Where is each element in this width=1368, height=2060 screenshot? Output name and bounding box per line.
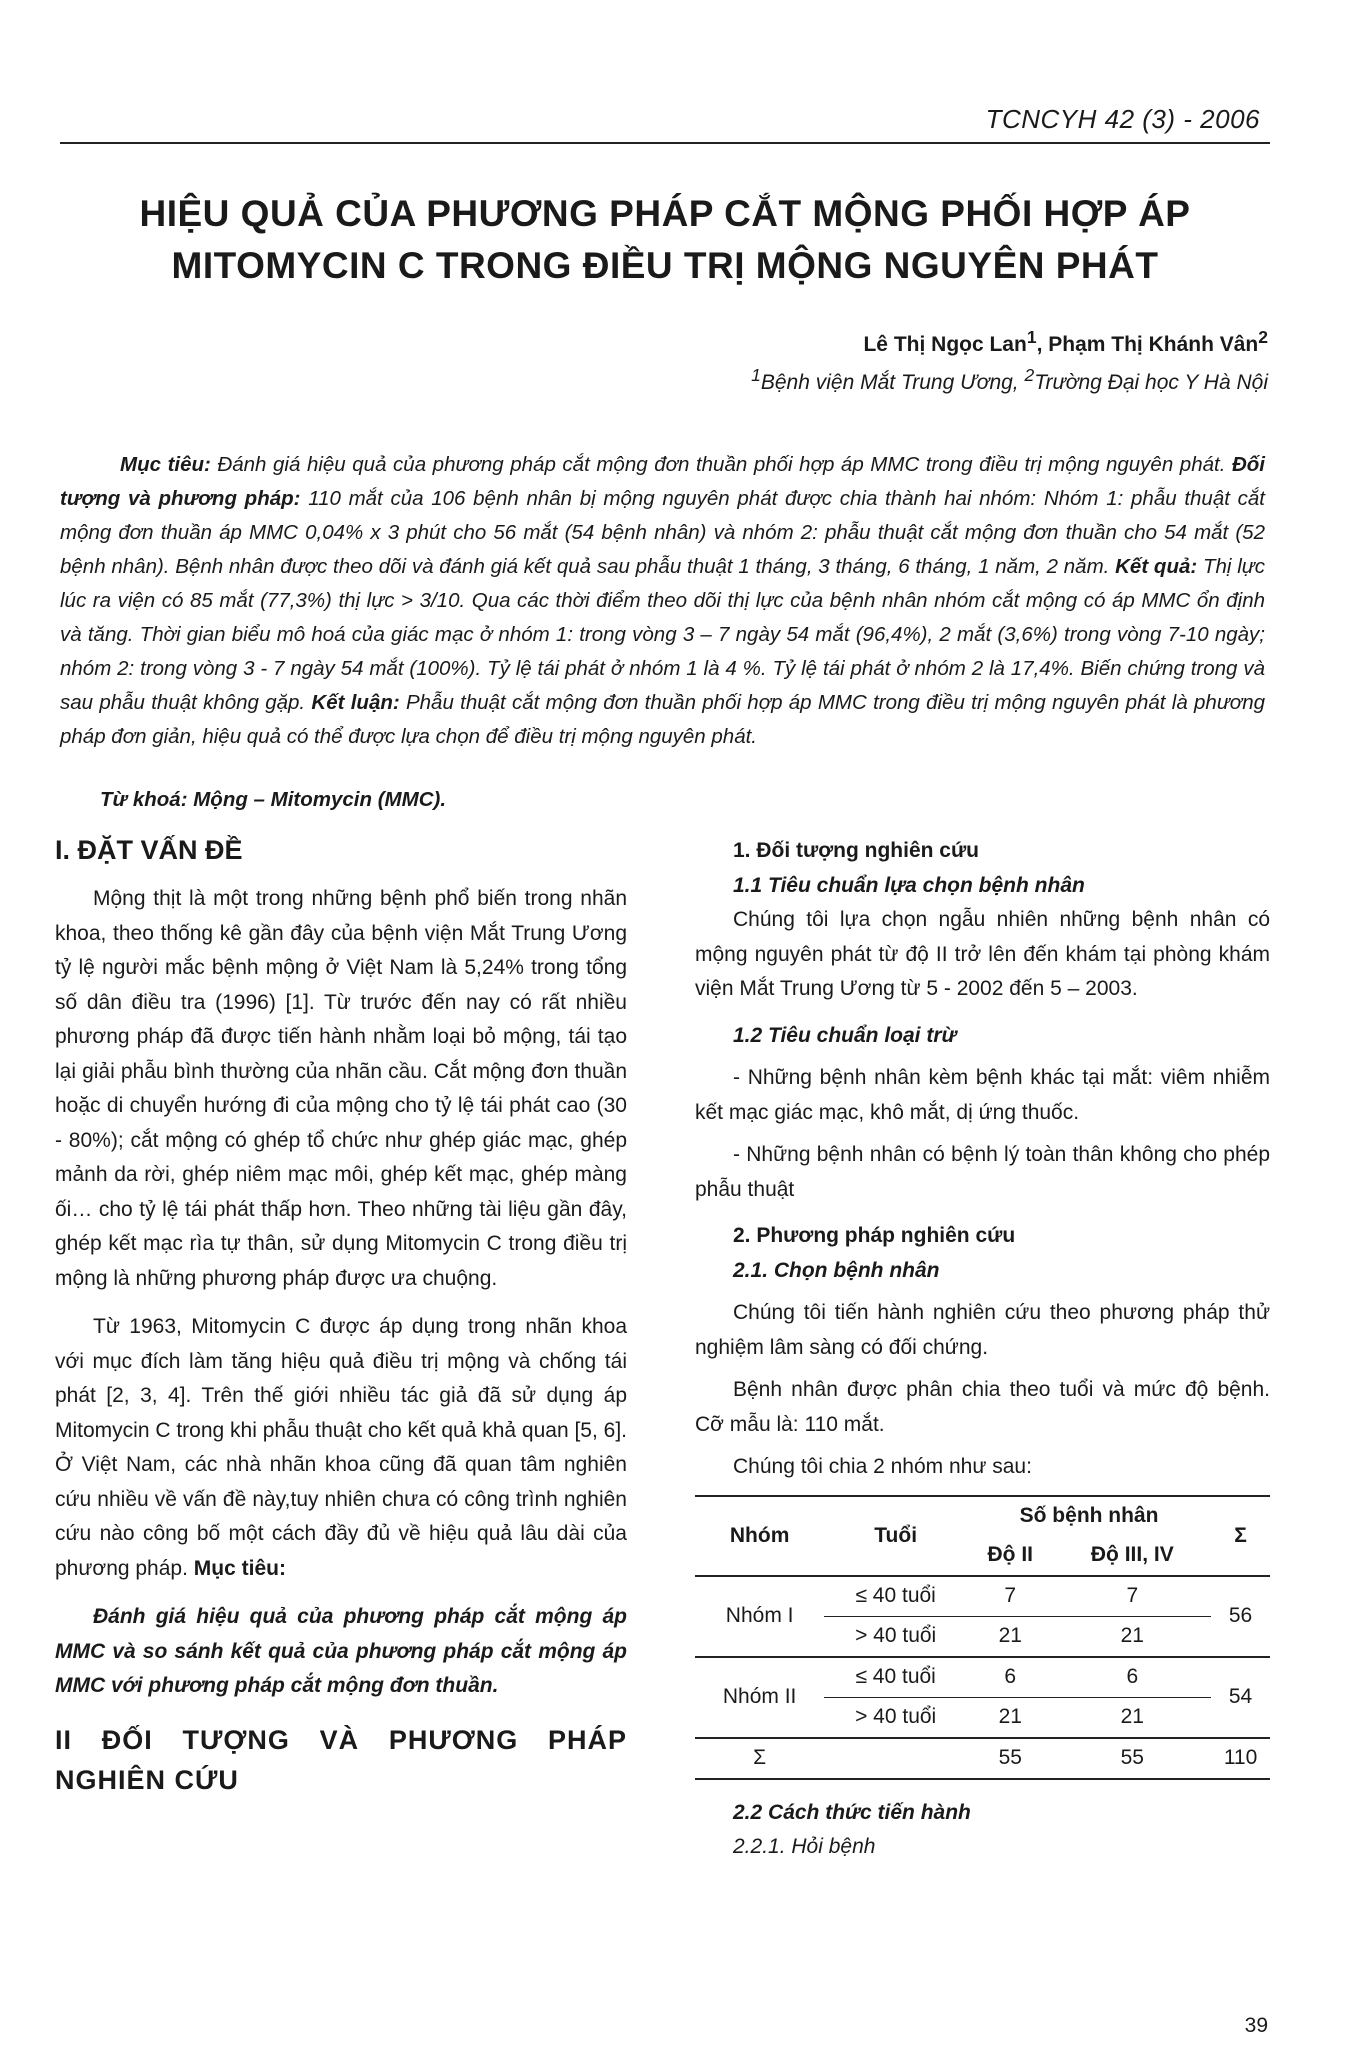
keywords: Từ khoá: Mộng – Mitomycin (MMC). xyxy=(100,788,447,811)
th-grade-2: Độ II xyxy=(967,1536,1054,1576)
page-number: 39 xyxy=(1244,2014,1268,2037)
selection-paragraph-2: Bệnh nhân được phân chia theo tuổi và mức độ bệnh. Cỡ mẫu là: 110 mắt. xyxy=(695,1378,1270,1436)
journal-citation: TCNCYH 42 (3) - 2006 xyxy=(985,104,1260,134)
th-age: Tuổi xyxy=(824,1496,967,1576)
cell-value: 21 xyxy=(1054,1697,1212,1738)
cell-age: > 40 tuổi xyxy=(824,1616,967,1657)
author-2: Phạm Thị Khánh Vân xyxy=(1048,333,1259,356)
intro-paragraph-2-text: Từ 1963, Mitomycin C được áp dụng trong nhãn khoa với mục đích làm tăng hiệu quả điều trị mộng và chống tái phát [2, 3, 4]. Trên thế giới nhiều tác giả đã sử dụng áp Mitomycin C trong khi phẫu thuật cho kết quả khả quan [5, 6]. Ở Việt Nam, các nhà nhãn khoa cũng đã quan tâm nghiên cứu nhiều về vấn đề này,tuy nhiên chưa có công trình nghiên cứu nào công bố một cách đầy đủ về hiệu quả lâu dài của phương pháp. xyxy=(55,1315,628,1580)
exclusion-item-2: - Những bệnh nhân có bệnh lý toàn thân không cho phép phẫu thuật xyxy=(695,1143,1270,1201)
subsection-inclusion: 1.1 Tiêu chuẩn lựa chọn bệnh nhân xyxy=(733,873,1085,897)
author-2-sup: 2 xyxy=(1258,327,1268,347)
th-sum: Σ xyxy=(1211,1496,1270,1576)
cell-empty xyxy=(824,1738,967,1779)
article-title xyxy=(60,188,1270,292)
cell-group-2: Nhóm II xyxy=(695,1657,824,1738)
cell-value: 7 xyxy=(1054,1576,1212,1617)
cell-total-grade-2: 55 xyxy=(967,1738,1054,1779)
subsection-patient-selection: 2.1. Chọn bệnh nhân xyxy=(733,1258,940,1282)
abstract-label-conclusion: Kết luận: xyxy=(311,691,400,714)
cell-total-all: 110 xyxy=(1211,1738,1270,1779)
th-grade-3-4: Độ III, IV xyxy=(1054,1536,1212,1576)
intro-paragraph-2 xyxy=(55,1310,627,1586)
abstract-label-objective: Mục tiêu: xyxy=(120,453,211,476)
cell-value: 6 xyxy=(967,1657,1054,1698)
abstract-methods: 110 mắt của 106 bệnh nhân bị mộng nguyên phát được chia thành hai nhóm: Nhóm 1: phẫu thuật cắt mộng đơn thuần áp MMC 0,04% x 3 phút cho 56 mắt (54 bệnh nhân) và nhóm 2: phẫu thuật cắt mộng đơn thuần cho 54 mắt (52 bệnh nhân). Bệnh nhân được theo dõi và đánh giá kết quả sau phẫu thuật 1 tháng, 3 tháng, 6 tháng, 1 năm, 2 năm. xyxy=(60,487,1265,578)
subsection-subjects: 1. Đối tượng nghiên cứu xyxy=(733,839,980,862)
th-patient-count: Số bệnh nhân xyxy=(967,1496,1211,1536)
intro-objective-label: Mục tiêu: xyxy=(193,1556,286,1580)
page-header xyxy=(60,100,1270,144)
cell-age: ≤ 40 tuổi xyxy=(824,1657,967,1698)
selection-paragraph-1: Chúng tôi tiến hành nghiên cứu theo phương pháp thử nghiệm lâm sàng có đối chứng. xyxy=(695,1301,1270,1359)
abstract-label-methods: Đối tượng và phương pháp: xyxy=(60,453,1265,510)
cell-total-label: Σ xyxy=(695,1738,824,1779)
subsection-exclusion: 1.2 Tiêu chuẩn loại trừ xyxy=(733,1023,957,1047)
abstract-label-results: Kết quả: xyxy=(1115,555,1198,578)
cell-value: 7 xyxy=(967,1576,1054,1617)
cell-value: 6 xyxy=(1054,1657,1212,1698)
subsection-methods: 2. Phương pháp nghiên cứu xyxy=(733,1224,1016,1247)
exclusion-item-1: - Những bệnh nhân kèm bệnh khác tại mắt: viêm nhiễm kết mạc giác mạc, khô mắt, dị ứng thuốc. xyxy=(695,1066,1270,1124)
selection-paragraph-3: Chúng tôi chia 2 nhóm như sau: xyxy=(733,1455,1032,1478)
title-line-1: HIỆU QUẢ CỦA PHƯƠNG PHÁP CẮT MỘNG PHỐI HỢP ÁP xyxy=(139,193,1191,234)
abstract xyxy=(60,448,1265,754)
abstract-objective: Đánh giá hiệu quả của phương pháp cắt mộng đơn thuần phối hợp áp MMC trong điều trị mộng nguyên phát. xyxy=(210,453,1232,476)
cell-age: ≤ 40 tuổi xyxy=(824,1576,967,1617)
abstract-results: Thị lực lúc ra viện có 85 mắt (77,3%) thị lực > 3/10. Qua các thời điểm theo dõi thị lực của bệnh nhân nhóm cắt mộng có áp MMC ổn định và tăng. Thời gian biểu mô hoá của giác mạc ở nhóm 1: trong vòng 3 – 7 ngày 54 mắt (96,4%), 2 mắt (3,6%) trong vòng 7-10 ngày; nhóm 2: trong vòng 3 - 7 ngày 54 mắt (100%). Tỷ lệ tái phát ở nhóm 1 là 4 %. Tỷ lệ tái phát ở nhóm 2 là 17,4%. Biến chứng trong và sau phẫu thuật không gặp. xyxy=(60,555,1266,714)
cell-total-grade-3-4: 55 xyxy=(1054,1738,1212,1779)
cell-value: 21 xyxy=(1054,1616,1212,1657)
cell-group-1: Nhóm I xyxy=(695,1576,824,1657)
title-line-2: MITOMYCIN C TRONG ĐIỀU TRỊ MỘNG NGUYÊN PHÁT xyxy=(171,245,1159,286)
section-heading-methods: II ĐỐI TƯỢNG VÀ PHƯƠNG PHÁP NGHIÊN CỨU xyxy=(55,1724,627,1795)
table-row xyxy=(695,1576,1270,1617)
cell-age: > 40 tuổi xyxy=(824,1697,967,1738)
author-1-sup: 1 xyxy=(1026,327,1037,347)
subsection-procedure: 2.2 Cách thức tiến hành xyxy=(733,1800,971,1824)
cell-value: 21 xyxy=(967,1616,1054,1657)
study-aim: Đánh giá hiệu quả của phương pháp cắt mộng áp MMC và so sánh kết quả của phương pháp cắt mộng áp MMC với phương pháp cắt mộng đơn thuần. xyxy=(55,1605,627,1697)
inclusion-paragraph: Chúng tôi lựa chọn ngẫu nhiên những bệnh nhân có mộng nguyên phát từ độ II trở lên đến khám tại phòng khám viện Mắt Trung Ương từ 5 - 2002 đến 5 – 2003. xyxy=(695,908,1270,1000)
cell-group-2-sum: 54 xyxy=(1211,1657,1270,1738)
right-column xyxy=(695,830,1270,1865)
left-column xyxy=(55,830,627,1800)
table-row xyxy=(695,1657,1270,1698)
affiliation-1-sup: 1 xyxy=(751,365,761,385)
author-names xyxy=(751,322,1268,360)
affiliations xyxy=(751,360,1268,398)
table-row-total xyxy=(695,1738,1270,1779)
abstract-conclusion: Phẫu thuật cắt mộng đơn thuần phối hợp áp MMC trong điều trị mộng nguyên phát là phương pháp đơn giản, hiệu quả có thể được lựa chọn để điều trị mộng nguyên phát. xyxy=(60,691,1266,748)
author-separator: , xyxy=(1036,333,1049,356)
intro-paragraph-1: Mộng thịt là một trong những bệnh phổ biến trong nhãn khoa, theo thống kê gần đây của bệnh viện Mắt Trung Ương tỷ lệ người mắc bệnh mộng ở Việt Nam là 5,24% trong tổng số dân điều tra (1996) [1]. Từ trước đến nay có rất nhiều phương pháp đã được tiến hành nhằm loại bỏ mộng, tái tạo lại giải phẫu bình thường của nhãn cầu. Cắt mộng đơn thuần hoặc di chuyển hướng đi của mộng cho tỷ lệ tái phát cao (30 - 80%); cắt mộng có ghép tổ chức như ghép giác mạc, ghép mảnh da rời, ghép niêm mạc môi, ghép kết mạc, ghép màng ối… cho tỷ lệ tái phát thấp hơn. Theo những tài liệu gần đây, ghép kết mạc rìa tự thân, sử dụng Mitomycin C trong điều trị mộng là những phương pháp được ưa chuộng. xyxy=(55,887,627,1290)
th-group: Nhóm xyxy=(695,1496,824,1576)
affiliation-2-sup: 2 xyxy=(1024,365,1035,385)
group-table xyxy=(695,1495,1270,1780)
subsection-history: 2.2.1. Hỏi bệnh xyxy=(733,1835,876,1858)
section-heading-introduction: I. ĐẶT VẤN ĐỀ xyxy=(55,835,243,865)
authors-block xyxy=(751,322,1268,398)
affiliation-2: Trường Đại học Y Hà Nội xyxy=(1034,371,1268,394)
affiliation-1: Bệnh viện Mắt Trung Ương, xyxy=(760,371,1025,394)
cell-value: 21 xyxy=(967,1697,1054,1738)
cell-group-1-sum: 56 xyxy=(1211,1576,1270,1657)
author-1: Lê Thị Ngọc Lan xyxy=(863,333,1027,356)
